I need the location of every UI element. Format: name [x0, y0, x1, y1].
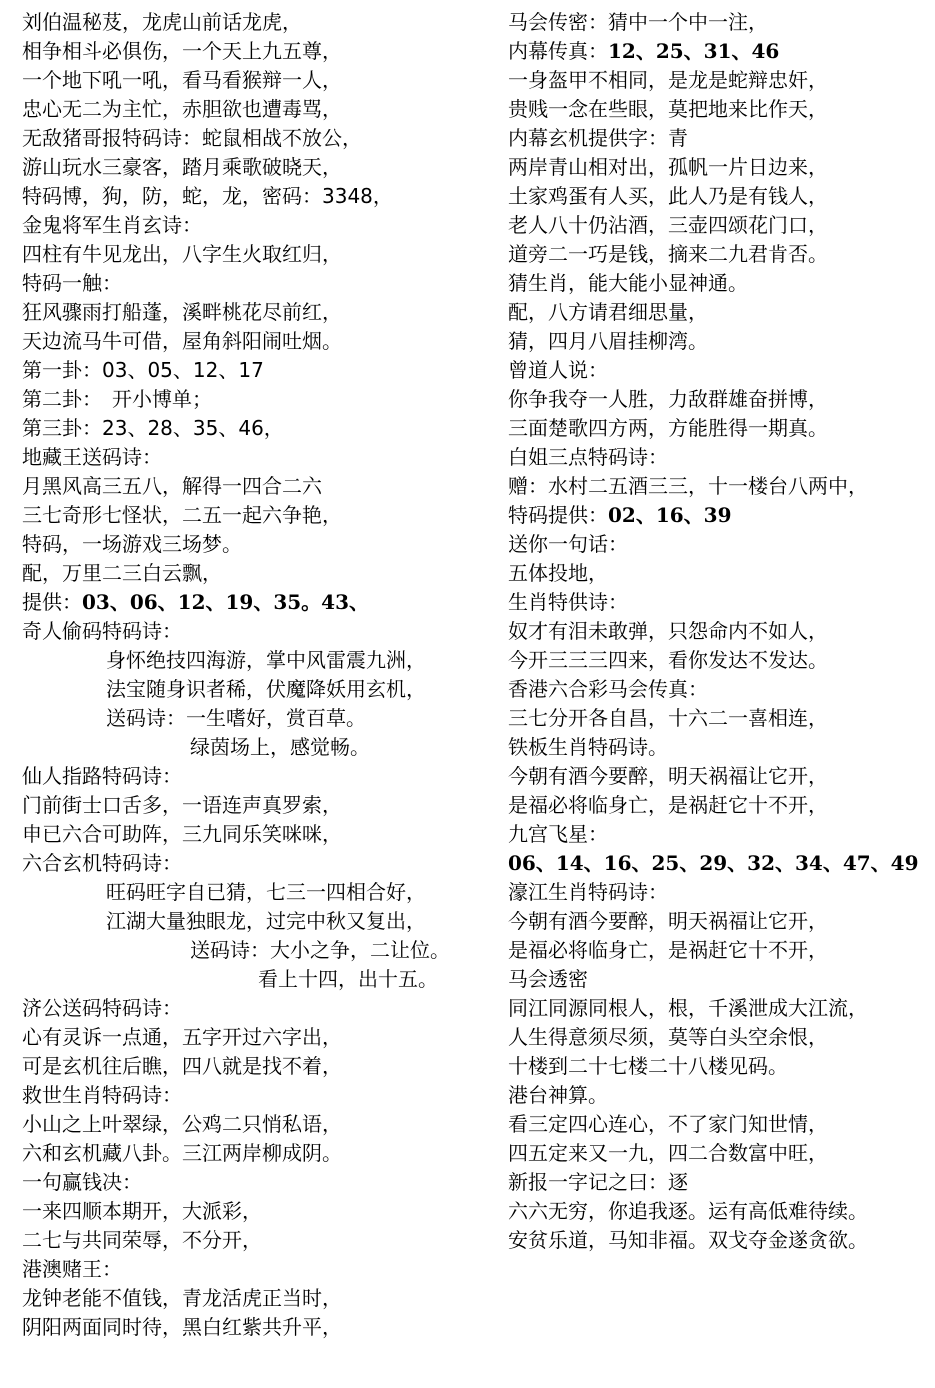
- text-line: [508, 878, 928, 907]
- text-line: [22, 443, 492, 472]
- text-line: [22, 762, 492, 791]
- line-text: 奴才有泪未敢弹，只怨命内不如人，: [508, 619, 828, 643]
- line-text: 救世生肖特码诗：: [22, 1083, 182, 1107]
- line-text: 旺码旺字自已猜，七三一四相合好，: [106, 880, 426, 904]
- text-line: [508, 1052, 928, 1081]
- text-line: [22, 356, 492, 385]
- line-text: 天边流马牛可借，屋角斜阳闹吐烟。: [22, 329, 342, 353]
- line-text: 送你一句话：: [508, 532, 628, 556]
- text-line: [22, 1197, 492, 1226]
- text-line: [22, 646, 492, 675]
- text-line: [508, 994, 928, 1023]
- text-line: [508, 936, 928, 965]
- text-line: [22, 298, 492, 327]
- line-text: 白姐三点特码诗：: [508, 445, 668, 469]
- text-line: [22, 1052, 492, 1081]
- line-text: 特码一触：: [22, 271, 122, 295]
- line-text: 游山玩水三豪客，踏月乘歌破晓天，: [22, 155, 342, 179]
- line-text: 奇人偷码特码诗：: [22, 619, 182, 643]
- line-text: 一个地下吼一吼，看马看猴辩一人，: [22, 68, 342, 92]
- line-text: 内幕传真：: [508, 39, 608, 63]
- text-line: [22, 124, 492, 153]
- line-text: 赠：水村二五酒三三，十一楼台八两中，: [508, 474, 868, 498]
- text-line: [508, 704, 928, 733]
- text-line: [22, 878, 492, 907]
- text-line: [508, 820, 928, 849]
- line-text: 生肖特供诗：: [508, 590, 628, 614]
- line-text: 新报一字记之曰：逐: [508, 1170, 688, 1194]
- line-text: 十楼到二十七楼二十八楼见码。: [508, 1054, 788, 1078]
- text-line: [508, 414, 928, 443]
- line-text: 身怀绝技四海游，掌中风雷震九洲，: [106, 648, 426, 672]
- line-text: 提供：: [22, 590, 82, 614]
- text-line: [508, 124, 928, 153]
- text-line: [508, 849, 928, 878]
- text-line: [508, 1226, 928, 1255]
- line-text: 门前街士口舌多，一语连声真罗索，: [22, 793, 342, 817]
- line-text: 看三定四心连心，不了家门知世情，: [508, 1112, 828, 1136]
- text-line: [22, 327, 492, 356]
- text-line: [22, 211, 492, 240]
- line-text: 老人八十仍沾酒，三壶四颂花门口，: [508, 213, 828, 237]
- line-text: 六六无穷，你追我逐。运有高低难待续。: [508, 1199, 868, 1223]
- line-text: 小山之上叶翠绿，公鸡二只悄私语，: [22, 1112, 342, 1136]
- text-line: [508, 907, 928, 936]
- line-text: 狂风骤雨打船蓬，溪畔桃花尽前红，: [22, 300, 342, 324]
- line-text: 第一卦：03、05、12、17: [22, 358, 264, 382]
- text-line: [22, 907, 492, 936]
- line-text: 三七分开各自昌，十六二一喜相连，: [508, 706, 828, 730]
- line-text: 今朝有酒今要醉，明天祸福让它开，: [508, 764, 828, 788]
- text-line: [508, 472, 928, 501]
- line-text: 猜，四月八眉挂柳湾。: [508, 329, 708, 353]
- text-line: [22, 965, 492, 994]
- text-line: [508, 1139, 928, 1168]
- text-line: [508, 965, 928, 994]
- text-line: [508, 385, 928, 414]
- line-number: 03、06、12、19、35。43、: [82, 590, 369, 614]
- text-line: [508, 1168, 928, 1197]
- text-line: [22, 1313, 492, 1342]
- text-line: [22, 240, 492, 269]
- text-line: [22, 588, 492, 617]
- text-line: [508, 182, 928, 211]
- line-number: 06、14、16、25、29、32、34、47、49: [508, 851, 919, 875]
- line-text: 月黑风高三五八，解得一四合二六: [22, 474, 322, 498]
- line-text: 一来四顺本期开，大派彩，: [22, 1199, 262, 1223]
- text-line: [22, 414, 492, 443]
- text-line: [508, 1197, 928, 1226]
- line-text: 今朝有酒今要醉，明天祸福让它开，: [508, 909, 828, 933]
- line-text: 第二卦： 开小博单；: [22, 387, 212, 411]
- line-text: 同江同源同根人，根，千溪泄成大江流，: [508, 996, 868, 1020]
- text-line: [508, 37, 928, 66]
- text-line: [22, 472, 492, 501]
- text-line: [508, 1081, 928, 1110]
- text-line: [508, 646, 928, 675]
- line-text: 曾道人说：: [508, 358, 608, 382]
- line-text: 金鬼将军生肖玄诗：: [22, 213, 202, 237]
- line-text: 香港六合彩马会传真：: [508, 677, 708, 701]
- text-line: [508, 269, 928, 298]
- line-text: 心有灵诉一点通，五字开过六字出，: [22, 1025, 342, 1049]
- line-text: 二七与共同荣辱，不分开，: [22, 1228, 262, 1252]
- text-line: [508, 66, 928, 95]
- left-column: [22, 8, 492, 1342]
- text-line: [508, 1023, 928, 1052]
- line-text: 土家鸡蛋有人买，此人乃是有钱人，: [508, 184, 828, 208]
- line-text: 贵贱一念在些眼，莫把地来比作天，: [508, 97, 828, 121]
- text-line: [22, 617, 492, 646]
- text-line: [22, 1284, 492, 1313]
- line-text: 特码提供：: [508, 503, 608, 527]
- text-line: [22, 1255, 492, 1284]
- text-line: [22, 269, 492, 298]
- text-line: [508, 8, 928, 37]
- text-line: [22, 501, 492, 530]
- text-line: [508, 95, 928, 124]
- text-line: [508, 559, 928, 588]
- text-line: [508, 675, 928, 704]
- text-line: [508, 356, 928, 385]
- line-text: 猜生肖，能大能小显神通。: [508, 271, 748, 295]
- text-line: [22, 1226, 492, 1255]
- line-text: 四五定来又一九，四二合数富中旺，: [508, 1141, 828, 1165]
- line-text: 一句赢钱决：: [22, 1170, 142, 1194]
- line-text: 安贫乐道，马知非福。双戈夺金遂贪欲。: [508, 1228, 868, 1252]
- line-text: 内幕玄机提供字：青: [508, 126, 688, 150]
- text-line: [22, 849, 492, 878]
- line-text: 四柱有牛见龙出，八字生火取红归，: [22, 242, 342, 266]
- line-text: 地藏王送码诗：: [22, 445, 162, 469]
- text-line: [22, 8, 492, 37]
- line-text: 法宝随身识者稀，伏魔降妖用玄机，: [106, 677, 426, 701]
- line-text: 阴阳两面同时待，黑白红紫共升平，: [22, 1315, 342, 1339]
- text-line: [22, 385, 492, 414]
- line-text: 六合玄机特码诗：: [22, 851, 182, 875]
- line-text: 马会透密: [508, 967, 588, 991]
- text-line: [22, 530, 492, 559]
- line-text: 忠心无二为主忙，赤胆欲也遭毒骂，: [22, 97, 342, 121]
- text-line: [22, 733, 492, 762]
- line-text: 濠江生肖特码诗：: [508, 880, 668, 904]
- text-line: [22, 936, 492, 965]
- text-line: [508, 298, 928, 327]
- line-text: 可是玄机往后瞧，四八就是找不着，: [22, 1054, 342, 1078]
- text-line: [22, 182, 492, 211]
- text-line: [22, 675, 492, 704]
- line-text: 三面楚歌四方两，方能胜得一期真。: [508, 416, 828, 440]
- line-text: 是福必将临身亡，是祸赶它十不开，: [508, 793, 828, 817]
- line-text: 无敌猪哥报特码诗：蛇鼠相战不放公，: [22, 126, 362, 150]
- text-line: [22, 95, 492, 124]
- line-text: 第三卦：23、28、35、46，: [22, 416, 284, 440]
- line-text: 是福必将临身亡，是祸赶它十不开，: [508, 938, 828, 962]
- line-text: 仙人指路特码诗：: [22, 764, 182, 788]
- line-text: 九宫飞星：: [508, 822, 608, 846]
- line-text: 绿茵场上，感觉畅。: [190, 735, 370, 759]
- line-text: 今开三三三四来，看你发达不发达。: [508, 648, 828, 672]
- line-text: 看上十四，出十五。: [258, 967, 438, 991]
- text-line: [508, 240, 928, 269]
- text-line: [508, 211, 928, 240]
- line-text: 港台神算。: [508, 1083, 608, 1107]
- right-column: [508, 8, 928, 1255]
- text-line: [508, 530, 928, 559]
- line-text: 铁板生肖特码诗。: [508, 735, 668, 759]
- line-text: 龙钟老能不值钱，青龙活虎正当时，: [22, 1286, 342, 1310]
- text-line: [22, 153, 492, 182]
- text-line: [22, 559, 492, 588]
- line-text: 马会传密：猜中一个中一注，: [508, 10, 768, 34]
- text-line: [508, 617, 928, 646]
- line-text: 送码诗：一生嗜好，赏百草。: [106, 706, 366, 730]
- text-line: [22, 791, 492, 820]
- text-line: [508, 327, 928, 356]
- line-text: 配，万里二三白云飘，: [22, 561, 222, 585]
- line-text: 五体投地，: [508, 561, 608, 585]
- text-line: [508, 153, 928, 182]
- line-text: 申已六合可助阵，三九同乐笑咪咪，: [22, 822, 342, 846]
- text-line: [22, 1168, 492, 1197]
- text-line: [22, 37, 492, 66]
- line-text: 三七奇形七怪状，二五一起六争艳，: [22, 503, 342, 527]
- line-text: 港澳赌王：: [22, 1257, 122, 1281]
- text-line: [22, 1023, 492, 1052]
- line-text: 刘伯温秘芨，龙虎山前话龙虎，: [22, 10, 302, 34]
- text-line: [508, 791, 928, 820]
- line-text: 江湖大量独眼龙，过完中秋又复出，: [106, 909, 426, 933]
- text-line: [508, 733, 928, 762]
- line-text: 道旁二一巧是钱，摘来二九君肯否。: [508, 242, 828, 266]
- text-line: [508, 762, 928, 791]
- line-text: 六和玄机藏八卦。三江两岸柳成阴。: [22, 1141, 342, 1165]
- line-text: 济公送码特码诗：: [22, 996, 182, 1020]
- text-line: [22, 994, 492, 1023]
- text-line: [22, 1139, 492, 1168]
- text-line: [22, 820, 492, 849]
- line-text: 特码博，狗，防，蛇，龙，密码：3348，: [22, 184, 393, 208]
- text-line: [508, 588, 928, 617]
- text-line: [508, 1110, 928, 1139]
- line-text: 一身盔甲不相同，是龙是蛇辩忠奸，: [508, 68, 828, 92]
- text-line: [22, 66, 492, 95]
- text-line: [22, 1110, 492, 1139]
- line-text: 人生得意须尽须，莫等白头空余恨，: [508, 1025, 828, 1049]
- line-text: 相争相斗必俱伤，一个天上九五尊，: [22, 39, 342, 63]
- line-text: 特码，一场游戏三场梦。: [22, 532, 242, 556]
- line-text: 配，八方请君细思量，: [508, 300, 708, 324]
- text-line: [508, 443, 928, 472]
- line-text: 两岸青山相对出，孤帆一片日边来，: [508, 155, 828, 179]
- line-text: 你争我夺一人胜，力敌群雄奋拼博，: [508, 387, 828, 411]
- text-line: [22, 704, 492, 733]
- line-number: 02、16、39: [608, 503, 732, 527]
- line-number: 12、25、31、46: [608, 39, 780, 63]
- text-line: [508, 501, 928, 530]
- line-text: 送码诗：大小之争，二让位。: [190, 938, 450, 962]
- text-line: [22, 1081, 492, 1110]
